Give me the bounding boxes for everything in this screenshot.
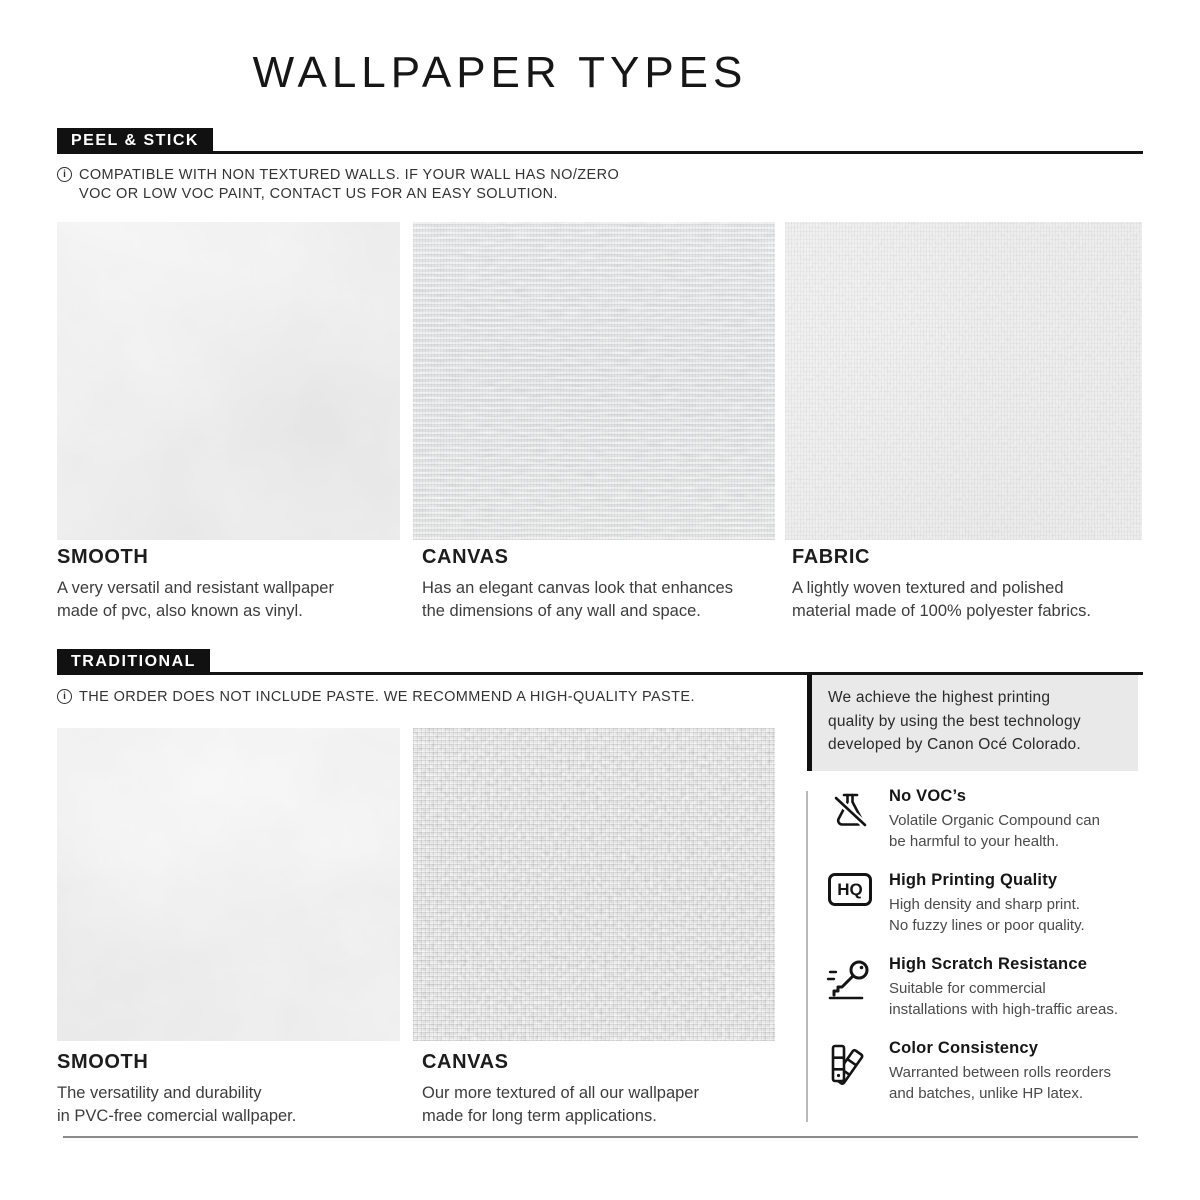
swatch-peel-stick-canvas (413, 222, 775, 540)
swatch-peel-stick-smooth (57, 222, 400, 540)
feature-desc (889, 1062, 1111, 1104)
bottom-rule (63, 1136, 1138, 1138)
burlap-texture-noise (413, 728, 775, 1041)
hq-badge-icon: HQ (828, 873, 872, 906)
info-icon: i (57, 167, 72, 182)
feature-text (889, 787, 1100, 852)
feature-title: High Scratch Resistance (889, 955, 1088, 973)
feature-color-consistency (826, 1039, 1138, 1104)
traditional-note-text (79, 688, 695, 707)
desc-line: A very versatil and resistant wallpaper (57, 579, 334, 597)
swatch-traditional-smooth (57, 728, 400, 1041)
canvas-texture-noise (413, 222, 775, 540)
info-icon: i (57, 689, 72, 704)
feature-desc (889, 894, 1085, 936)
feature-icon-wrap (826, 955, 874, 1020)
feature-text (889, 871, 1085, 936)
swatch-desc (422, 1082, 782, 1128)
desc-line: Has an elegant canvas look that enhances (422, 579, 733, 597)
desc-line: and batches, unlike HP latex. (889, 1085, 1084, 1102)
printing-quality-quote (807, 672, 1138, 771)
desc-line: Suitable for commercial (889, 980, 1046, 997)
desc-line: Volatile Organic Compound can (889, 812, 1100, 829)
section-label-traditional: TRADITIONAL (57, 649, 210, 675)
note-line: THE ORDER DOES NOT INCLUDE PASTE. WE RECOMMEND A HIGH-QUALITY PASTE. (79, 689, 695, 705)
note-line: COMPATIBLE WITH NON TEXTURED WALLS. IF YOUR WALL HAS NO/ZERO (79, 167, 620, 183)
section-label-peel-stick: PEEL & STICK (57, 128, 213, 154)
desc-line: Warranted between rolls reorders (889, 1064, 1112, 1081)
scratch-resistant-key-icon (826, 957, 874, 1003)
desc-line: made of pvc, also known as vinyl. (57, 602, 303, 620)
peel-stick-note (57, 166, 619, 204)
desc-line: the dimensions of any wall and space. (422, 602, 701, 620)
smooth-texture-noise (57, 222, 400, 540)
caption-peel-stick-fabric (792, 546, 1152, 623)
desc-line: Our more textured of all our wallpaper (422, 1084, 699, 1102)
caption-traditional-canvas (422, 1051, 782, 1128)
swatch-traditional-canvas (413, 728, 775, 1041)
desc-line: The versatility and durability (57, 1084, 262, 1102)
traditional-divider-rule (57, 672, 1143, 675)
peel-stick-note-text (79, 166, 619, 204)
feature-title: High Printing Quality (889, 871, 1058, 889)
no-voc-flask-icon (828, 789, 872, 833)
swatch-peel-stick-fabric (785, 222, 1142, 540)
desc-line: in PVC-free comercial wallpaper. (57, 1107, 297, 1125)
desc-line: material made of 100% polyester fabrics. (792, 602, 1091, 620)
feature-text (889, 955, 1118, 1020)
swatch-desc (422, 577, 782, 623)
feature-title: No VOC’s (889, 787, 967, 805)
traditional-note (57, 688, 695, 707)
desc-line: No fuzzy lines or poor quality. (889, 917, 1085, 934)
note-line: VOC OR LOW VOC PAINT, CONTACT US FOR AN EASY SOLUTION. (79, 186, 558, 202)
desc-line: installations with high-traffic areas. (889, 1001, 1118, 1018)
swatch-title: SMOOTH (57, 1051, 149, 1073)
swatch-title: FABRIC (792, 546, 871, 568)
feature-text (889, 1039, 1111, 1104)
caption-peel-stick-smooth (57, 546, 417, 623)
quote-line: developed by Canon Océ Colorado. (828, 736, 1081, 753)
feature-icon-wrap (826, 1039, 874, 1104)
quote-line: quality by using the best technology (828, 712, 1081, 730)
quote-line: We achieve the highest printing (828, 689, 1051, 706)
page-title: WALLPAPER TYPES (252, 48, 748, 97)
feature-icon-wrap (826, 871, 874, 936)
desc-line: High density and sharp print. (889, 896, 1080, 913)
swatch-title: CANVAS (422, 1051, 509, 1073)
caption-traditional-smooth (57, 1051, 417, 1128)
desc-line: A lightly woven textured and polished (792, 579, 1064, 597)
feature-desc (889, 978, 1118, 1020)
features-rail-line (806, 791, 808, 1122)
swatch-title: SMOOTH (57, 546, 149, 568)
desc-line: be harmful to your health. (889, 833, 1060, 850)
feature-title: Color Consistency (889, 1039, 1039, 1057)
features-list (826, 787, 1138, 1123)
feature-scratch-resistance (826, 955, 1138, 1020)
peel-stick-divider-rule (57, 151, 1143, 154)
feature-desc (889, 810, 1100, 852)
feature-icon-wrap (826, 787, 874, 852)
smooth-texture-noise (57, 728, 400, 1041)
swatch-title: CANVAS (422, 546, 509, 568)
color-swatchbook-icon (826, 1041, 874, 1087)
swatch-desc (57, 577, 417, 623)
desc-line: made for long term applications. (422, 1107, 657, 1125)
feature-high-printing-quality (826, 871, 1138, 936)
fabric-texture-noise (785, 222, 1142, 540)
swatch-desc (792, 577, 1152, 623)
swatch-desc (57, 1082, 417, 1128)
caption-peel-stick-canvas (422, 546, 782, 623)
feature-no-voc (826, 787, 1138, 852)
